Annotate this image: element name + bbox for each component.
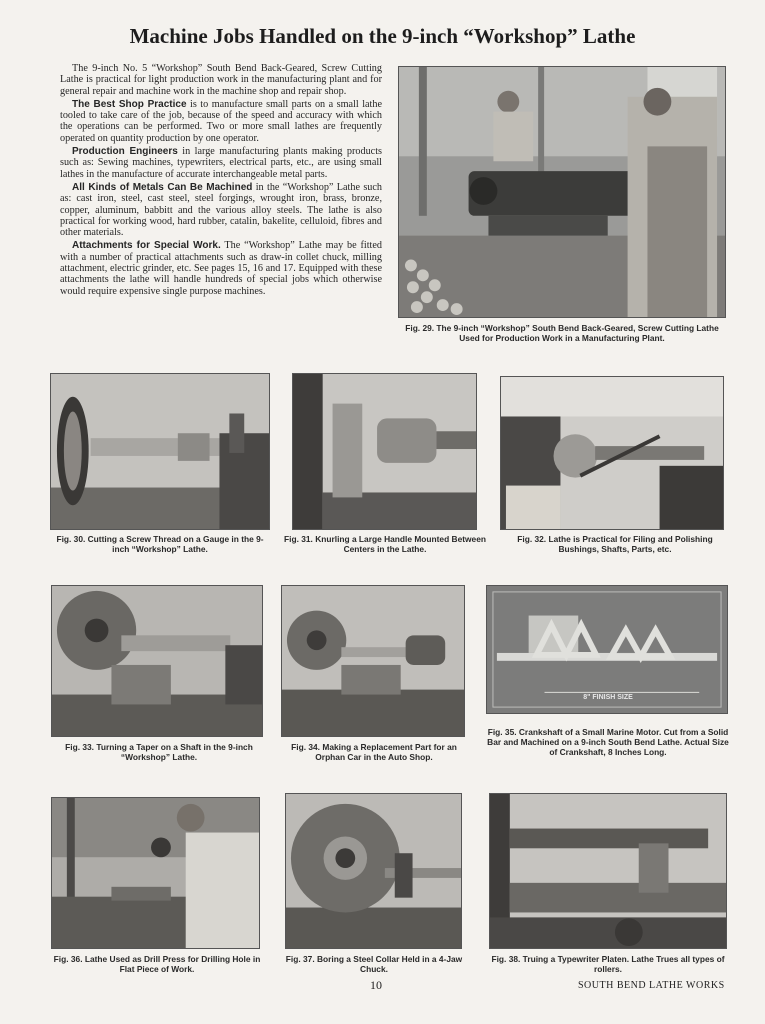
caption-fig35: Fig. 35. Crankshaft of a Small Marine Motor. Cut from a Solid Bar and Machined on a 9-inch South Bend Lathe. Actual Size of Crankshaft, 8 Inches Long. <box>487 727 729 757</box>
photo-fig37 <box>285 793 462 949</box>
intro-heading-5: Attachments for Special Work. <box>72 240 221 252</box>
caption-fig33: Fig. 33. Turning a Taper on a Shaft in the 9-inch “Workshop” Lathe. <box>65 742 253 762</box>
photo-fig29 <box>398 66 726 318</box>
photo-fig30 <box>50 373 270 530</box>
caption-fig30: Fig. 30. Cutting a Screw Thread on a Gauge in the 9-inch “Workshop” Lathe. <box>56 534 264 554</box>
intro-heading-3: Production Engineers <box>72 146 178 158</box>
intro-paragraph-2 <box>60 99 382 144</box>
intro-heading-4: All Kinds of Metals Can Be Machined <box>72 181 253 193</box>
intro-paragraph-4 <box>60 182 382 238</box>
caption-fig34: Fig. 34. Making a Replacement Part for an Orphan Car in the Auto Shop. <box>291 742 457 762</box>
intro-body-5: The “Workshop” Lathe may be fitted with a number of practical attachments such as draw-in collet chuck, milling attachment, electric grinder, etc. See pages 15, 16 and 17. Equipped with these attachments the lathe will handle hundreds of special jobs which otherwise would require expensive single purpose machines. <box>60 240 382 297</box>
caption-fig32: Fig. 32. Lathe is Practical for Filing and Polishing Bushings, Shafts, Parts, etc. <box>517 534 713 554</box>
intro-body-3: in large manufacturing plants making products such as: Sewing machines, typewriters, electrical parts, etc., are using small lathes in the manufacture of accurate interchangeable metal parts. <box>60 146 382 180</box>
page-number: 10 <box>370 978 382 992</box>
intro-paragraph-1: The 9-inch No. 5 “Workshop” South Bend Back-Geared, Screw Cutting Lathe is practical for light production work in the manufacturing plant and for general repair and machine work in the machine shop and repair shop. <box>60 63 382 97</box>
intro-paragraph-3 <box>60 146 382 180</box>
caption-fig31: Fig. 31. Knurling a Large Handle Mounted Between Centers in the Lathe. <box>284 534 486 554</box>
company-name: SOUTH BEND LATHE WORKS <box>578 980 725 991</box>
caption-fig38: Fig. 38. Truing a Typewriter Platen. Lathe Trues all types of rollers. <box>491 954 725 974</box>
caption-fig37: Fig. 37. Boring a Steel Collar Held in a 4-Jaw Chuck. <box>285 954 463 974</box>
caption-fig29: Fig. 29. The 9-inch “Workshop” South Bend Back-Geared, Screw Cutting Lathe Used for Production Work in a Manufacturing Plant. <box>405 323 719 343</box>
intro-paragraph-5 <box>60 240 382 296</box>
intro-body-2: is to manufacture small parts on a small lathe tooled to take care of the job, because of the speed and accuracy with which the operations can be performed. Two or more small lathes are frequently operated on quantity production by one operator. <box>60 98 382 144</box>
intro-text <box>60 63 382 299</box>
caption-fig36: Fig. 36. Lathe Used as Drill Press for Drilling Hole in Flat Piece of Work. <box>53 954 261 974</box>
photo-fig33 <box>51 585 263 737</box>
finish-size-label: 8" FINISH SIZE <box>583 694 633 701</box>
photo-fig36 <box>51 797 260 949</box>
photo-fig38 <box>489 793 727 949</box>
intro-body-4: in the “Workshop” Lathe such as: cast iron, steel, cast steel, steel forgings, wrought iron, brass, bronze, copper, aluminum, babbitt and the various alloy steels. The lathe is also practical for working wood, hard rubber, catalin, bakelite, celluloid, fibres and other materials. <box>60 181 382 239</box>
photo-fig31 <box>292 373 477 530</box>
intro-heading-2: The Best Shop Practice <box>72 98 187 110</box>
page-title: Machine Jobs Handled on the 9-inch “Workshop” Lathe <box>129 24 636 48</box>
photo-fig34 <box>281 585 465 737</box>
photo-fig32 <box>500 376 724 530</box>
